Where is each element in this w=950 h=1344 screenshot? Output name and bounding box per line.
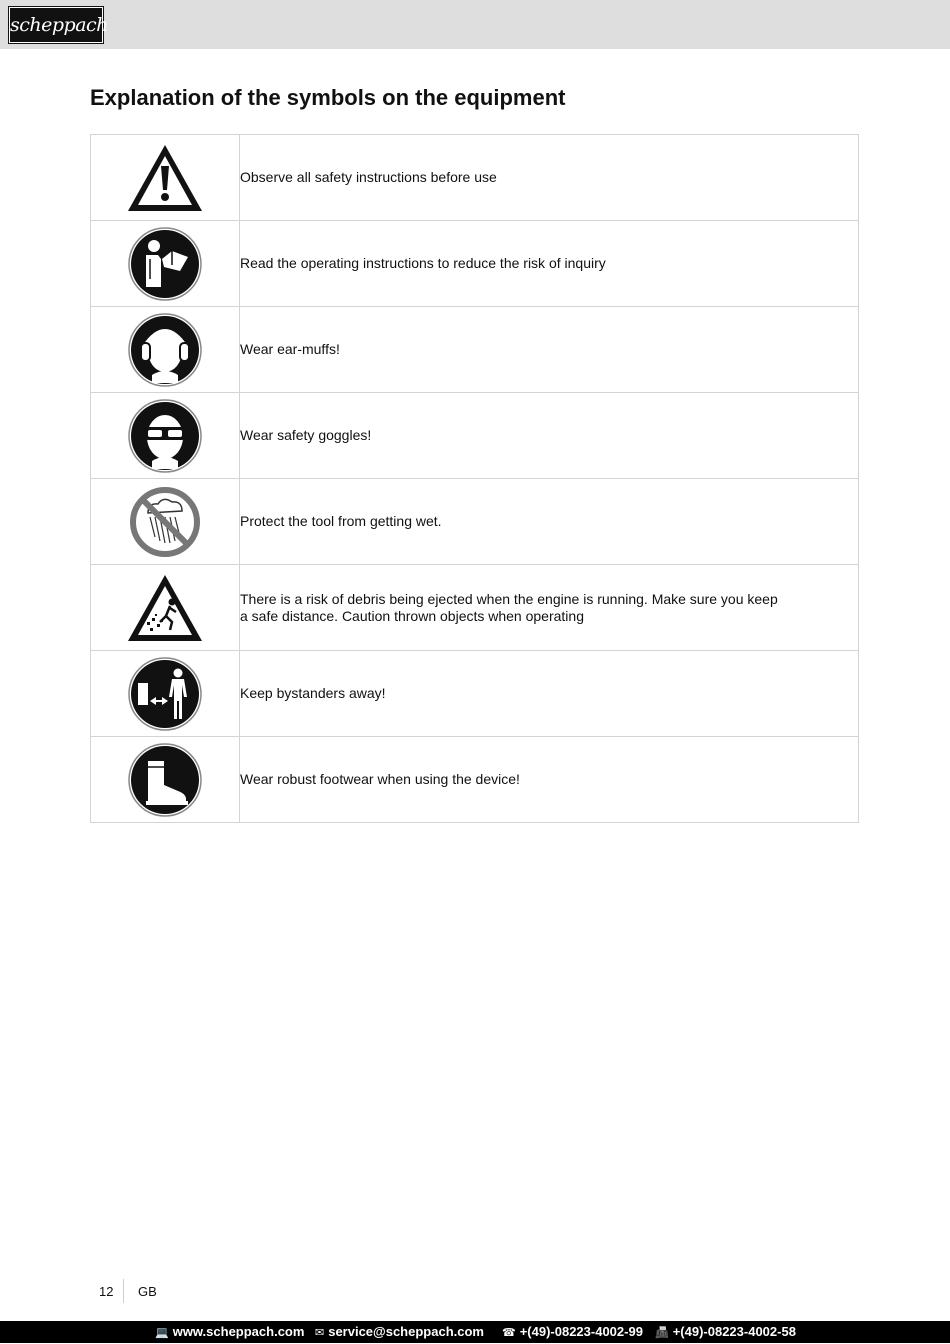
page-number: 12 <box>99 1284 114 1299</box>
language-code: GB <box>138 1284 157 1299</box>
table-row <box>91 307 859 393</box>
footer-bar <box>0 1321 950 1343</box>
thrown-objects-warning-icon <box>125 572 205 644</box>
symbols-table <box>90 134 859 823</box>
keep-bystanders-away-icon <box>128 657 202 731</box>
table-row <box>91 651 859 737</box>
symbol-description: Wear robust footwear when using the device! <box>240 771 520 787</box>
top-bar <box>0 0 950 49</box>
safety-goggles-icon <box>128 399 202 473</box>
footer-email[interactable]: ✉ service@scheppach.com <box>315 1324 484 1339</box>
footer-phone[interactable]: ☎ +(49)-08223-4002-99 <box>502 1324 643 1339</box>
safety-footwear-icon <box>128 743 202 817</box>
symbol-description: Wear ear-muffs! <box>240 341 340 357</box>
no-rain-icon <box>128 485 202 559</box>
read-manual-icon <box>128 227 202 301</box>
table-row <box>91 479 859 565</box>
symbol-description: Wear safety goggles! <box>240 427 372 443</box>
footer-website[interactable]: 💻 www.scheppach.com <box>155 1324 305 1339</box>
symbol-description: Read the operating instructions to reduce the risk of inquiry <box>240 255 606 271</box>
footer-fax[interactable]: 📠 +(49)-08223-4002-58 <box>655 1324 796 1339</box>
logo-text: scheppach <box>10 14 108 36</box>
warning-exclamation-icon <box>125 142 205 214</box>
computer-icon: 💻 <box>155 1326 169 1339</box>
phone-icon: ☎ <box>502 1326 516 1339</box>
table-row <box>91 221 859 307</box>
symbol-description: Protect the tool from getting wet. <box>240 513 442 529</box>
scheppach-logo[interactable] <box>9 7 108 43</box>
table-row <box>91 393 859 479</box>
table-row <box>91 737 859 823</box>
mail-icon: ✉ <box>315 1326 325 1339</box>
page-title: Explanation of the symbols on the equipment <box>90 85 566 110</box>
symbol-description: There is a risk of debris being ejected when the engine is running. Make sure you keep a safe distance. Caution thrown objects when operating <box>240 590 778 624</box>
fax-icon: 📠 <box>655 1326 669 1339</box>
table-row <box>91 565 859 651</box>
symbol-description: Observe all safety instructions before use <box>240 169 497 185</box>
symbol-description: Keep bystanders away! <box>240 685 386 701</box>
page-divider <box>123 1279 124 1303</box>
ear-muffs-icon <box>128 313 202 387</box>
table-row <box>91 135 859 221</box>
